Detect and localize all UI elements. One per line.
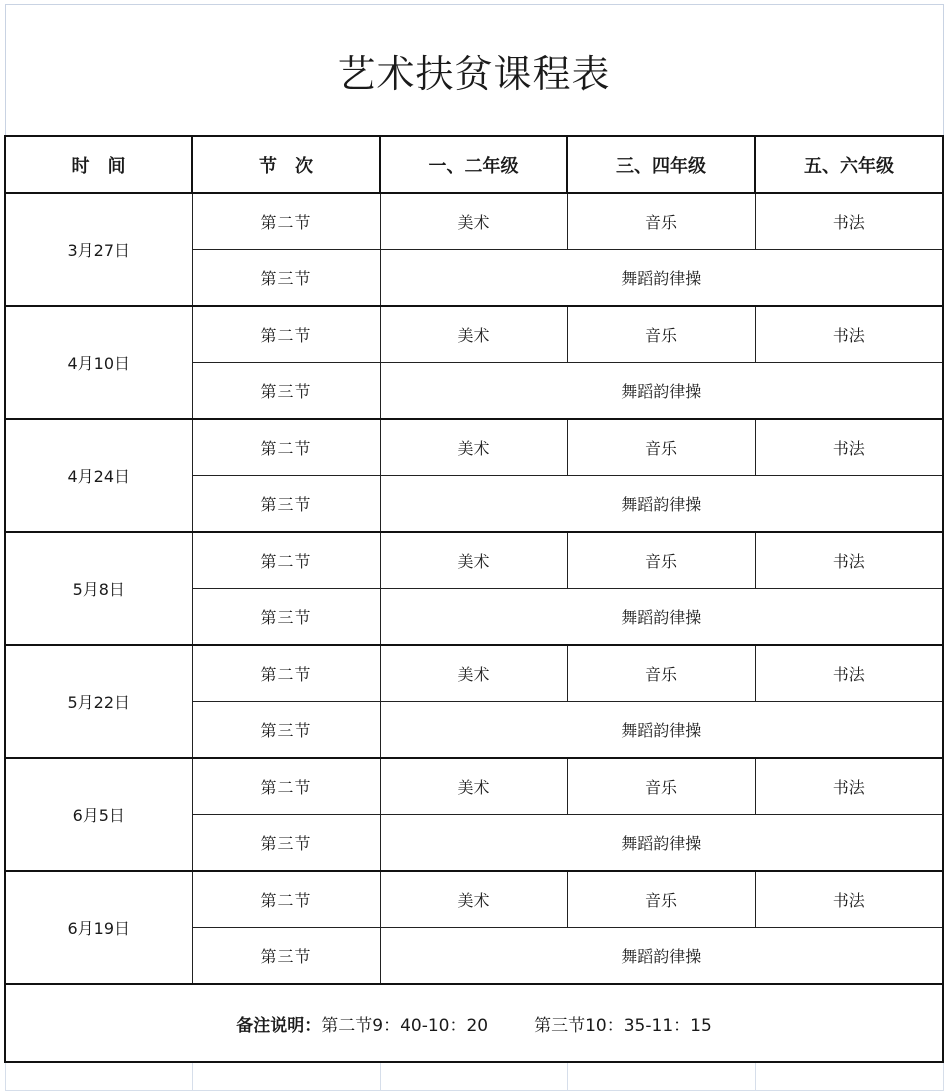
blank-cell bbox=[755, 1062, 943, 1091]
subject-grade-5-6-cell: 书法 bbox=[755, 758, 943, 815]
subject-grade-1-2-cell: 美术 bbox=[380, 871, 567, 928]
subject-grade-1-2-cell: 美术 bbox=[380, 758, 567, 815]
subject-grade-1-2-cell: 美术 bbox=[380, 419, 567, 476]
subject-grade-1-2-cell: 美术 bbox=[380, 645, 567, 702]
period-second-cell: 第二节 bbox=[192, 193, 380, 250]
subject-grade-3-4-cell: 音乐 bbox=[567, 758, 755, 815]
period-third-cell: 第三节 bbox=[192, 363, 380, 420]
header-time: 时 间 bbox=[5, 136, 192, 193]
subject-all-grades-cell: 舞蹈韵律操 bbox=[380, 250, 943, 307]
period-third-cell: 第三节 bbox=[192, 815, 380, 872]
table-row bbox=[5, 871, 943, 928]
table-row bbox=[5, 758, 943, 815]
date-cell: 6月5日 bbox=[5, 758, 192, 871]
subject-grade-5-6-cell: 书法 bbox=[755, 419, 943, 476]
subject-grade-5-6-cell: 书法 bbox=[755, 193, 943, 250]
subject-grade-5-6-cell: 书法 bbox=[755, 871, 943, 928]
header-grade-3-4: 三、四年级 bbox=[567, 136, 755, 193]
subject-all-grades-cell: 舞蹈韵律操 bbox=[380, 476, 943, 533]
subject-grade-1-2-cell: 美术 bbox=[380, 532, 567, 589]
subject-all-grades-cell: 舞蹈韵律操 bbox=[380, 702, 943, 759]
table-row bbox=[5, 645, 943, 702]
subject-grade-5-6-cell: 书法 bbox=[755, 645, 943, 702]
subject-grade-1-2-cell: 美术 bbox=[380, 193, 567, 250]
note-third-period-time: 第三节10：35-11：15 bbox=[534, 1015, 712, 1036]
date-cell: 4月24日 bbox=[5, 419, 192, 532]
header-row bbox=[5, 136, 943, 193]
period-second-cell: 第二节 bbox=[192, 532, 380, 589]
page-title: 艺术扶贫课程表 bbox=[5, 5, 943, 137]
date-cell: 3月27日 bbox=[5, 193, 192, 306]
blank-cell bbox=[380, 1062, 567, 1091]
table-row bbox=[5, 532, 943, 589]
subject-grade-3-4-cell: 音乐 bbox=[567, 645, 755, 702]
blank-cell bbox=[5, 1062, 192, 1091]
header-grade-5-6: 五、六年级 bbox=[755, 136, 943, 193]
header-period: 节 次 bbox=[192, 136, 380, 193]
period-second-cell: 第二节 bbox=[192, 306, 380, 363]
table-row bbox=[5, 306, 943, 363]
note-cell bbox=[5, 984, 943, 1062]
subject-grade-3-4-cell: 音乐 bbox=[567, 306, 755, 363]
table-row bbox=[5, 193, 943, 250]
period-second-cell: 第二节 bbox=[192, 419, 380, 476]
note-second-period-time: 第二节9：40-10：20 bbox=[321, 1015, 489, 1036]
period-second-cell: 第二节 bbox=[192, 645, 380, 702]
subject-all-grades-cell: 舞蹈韵律操 bbox=[380, 928, 943, 985]
period-third-cell: 第三节 bbox=[192, 928, 380, 985]
period-second-cell: 第二节 bbox=[192, 871, 380, 928]
subject-all-grades-cell: 舞蹈韵律操 bbox=[380, 815, 943, 872]
subject-all-grades-cell: 舞蹈韵律操 bbox=[380, 363, 943, 420]
blank-spreadsheet-row bbox=[5, 1062, 943, 1091]
date-cell: 5月8日 bbox=[5, 532, 192, 645]
table-row bbox=[5, 419, 943, 476]
header-grade-1-2: 一、二年级 bbox=[380, 136, 567, 193]
subject-all-grades-cell: 舞蹈韵律操 bbox=[380, 589, 943, 646]
period-third-cell: 第三节 bbox=[192, 476, 380, 533]
blank-cell bbox=[567, 1062, 755, 1091]
period-third-cell: 第三节 bbox=[192, 702, 380, 759]
period-third-cell: 第三节 bbox=[192, 250, 380, 307]
subject-grade-5-6-cell: 书法 bbox=[755, 532, 943, 589]
date-cell: 5月22日 bbox=[5, 645, 192, 758]
schedule-table bbox=[4, 4, 944, 1091]
subject-grade-5-6-cell: 书法 bbox=[755, 306, 943, 363]
date-cell: 6月19日 bbox=[5, 871, 192, 984]
blank-cell bbox=[192, 1062, 380, 1091]
period-third-cell: 第三节 bbox=[192, 589, 380, 646]
note-row bbox=[5, 984, 943, 1062]
period-second-cell: 第二节 bbox=[192, 758, 380, 815]
subject-grade-3-4-cell: 音乐 bbox=[567, 871, 755, 928]
date-cell: 4月10日 bbox=[5, 306, 192, 419]
subject-grade-3-4-cell: 音乐 bbox=[567, 193, 755, 250]
subject-grade-3-4-cell: 音乐 bbox=[567, 419, 755, 476]
note-label: 备注说明： bbox=[236, 1015, 322, 1036]
schedule-sheet bbox=[4, 4, 942, 1072]
subject-grade-3-4-cell: 音乐 bbox=[567, 532, 755, 589]
subject-grade-1-2-cell: 美术 bbox=[380, 306, 567, 363]
